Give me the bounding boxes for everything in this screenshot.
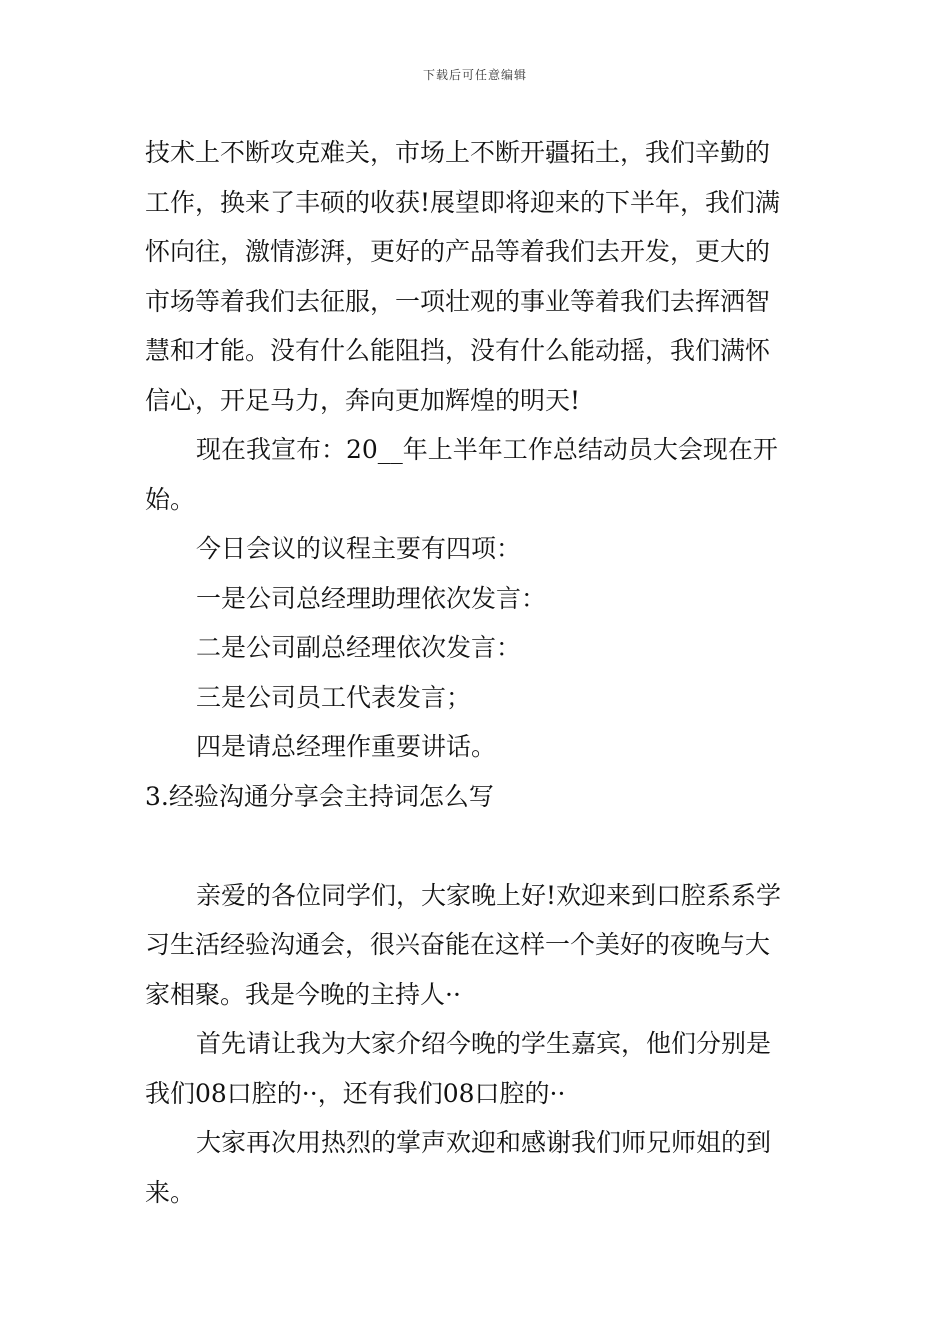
paragraph-line: 亲爱的各位同学们，大家晚上好!欢迎来到口腔系系学 bbox=[196, 880, 782, 910]
paragraph-line: 习生活经验沟通会，很兴奋能在这样一个美好的夜晚与大 bbox=[145, 930, 771, 959]
paragraph-line: 信心，开足马力，奔向更加辉煌的明天! bbox=[145, 385, 581, 415]
paragraph-line: 慧和才能。没有什么能阻挡，没有什么能动摇，我们满怀 bbox=[145, 336, 771, 365]
paragraph-line: 技术上不断攻克难关，市场上不断开疆拓土，我们辛勤的 bbox=[145, 138, 771, 167]
paragraph-line: 市场等着我们去征服，一项壮观的事业等着我们去挥洒智 bbox=[145, 286, 771, 316]
paragraph-line: 始。 bbox=[145, 484, 196, 514]
agenda-item: 三是公司员工代表发言； bbox=[196, 682, 472, 712]
blank-line bbox=[145, 821, 810, 871]
agenda-intro: 今日会议的议程主要有四项： bbox=[196, 534, 522, 563]
paragraph-line: 家相聚。我是今晚的主持人·· bbox=[145, 979, 461, 1009]
page-header-note: 下载后可任意编辑 bbox=[422, 68, 527, 82]
paragraph-line: 来。 bbox=[145, 1177, 196, 1207]
paragraph-line: 首先请让我为大家介绍今晚的学生嘉宾，他们分别是 bbox=[196, 1029, 772, 1058]
agenda-item: 四是请总经理作重要讲话。 bbox=[196, 732, 497, 761]
paragraph-line: 现在我宣布：20__年上半年工作总结动员大会现在开 bbox=[196, 435, 778, 464]
paragraph-line: 怀向往，激情澎湃，更好的产品等着我们去开发，更大的 bbox=[145, 237, 771, 266]
agenda-item: 一是公司总经理助理依次发言： bbox=[196, 583, 547, 613]
paragraph-line: 大家再次用热烈的掌声欢迎和感谢我们师兄师姐的到 bbox=[196, 1128, 772, 1157]
document-body bbox=[145, 128, 810, 1217]
agenda-item: 二是公司副总经理依次发言： bbox=[196, 633, 522, 662]
paragraph-line: 工作，换来了丰硕的收获!展望即将迎来的下半年，我们满 bbox=[145, 187, 781, 217]
paragraph-line: 我们08口腔的··，还有我们08口腔的·· bbox=[145, 1078, 566, 1108]
section-heading: 3.经验沟通分享会主持词怎么写 bbox=[145, 781, 494, 811]
